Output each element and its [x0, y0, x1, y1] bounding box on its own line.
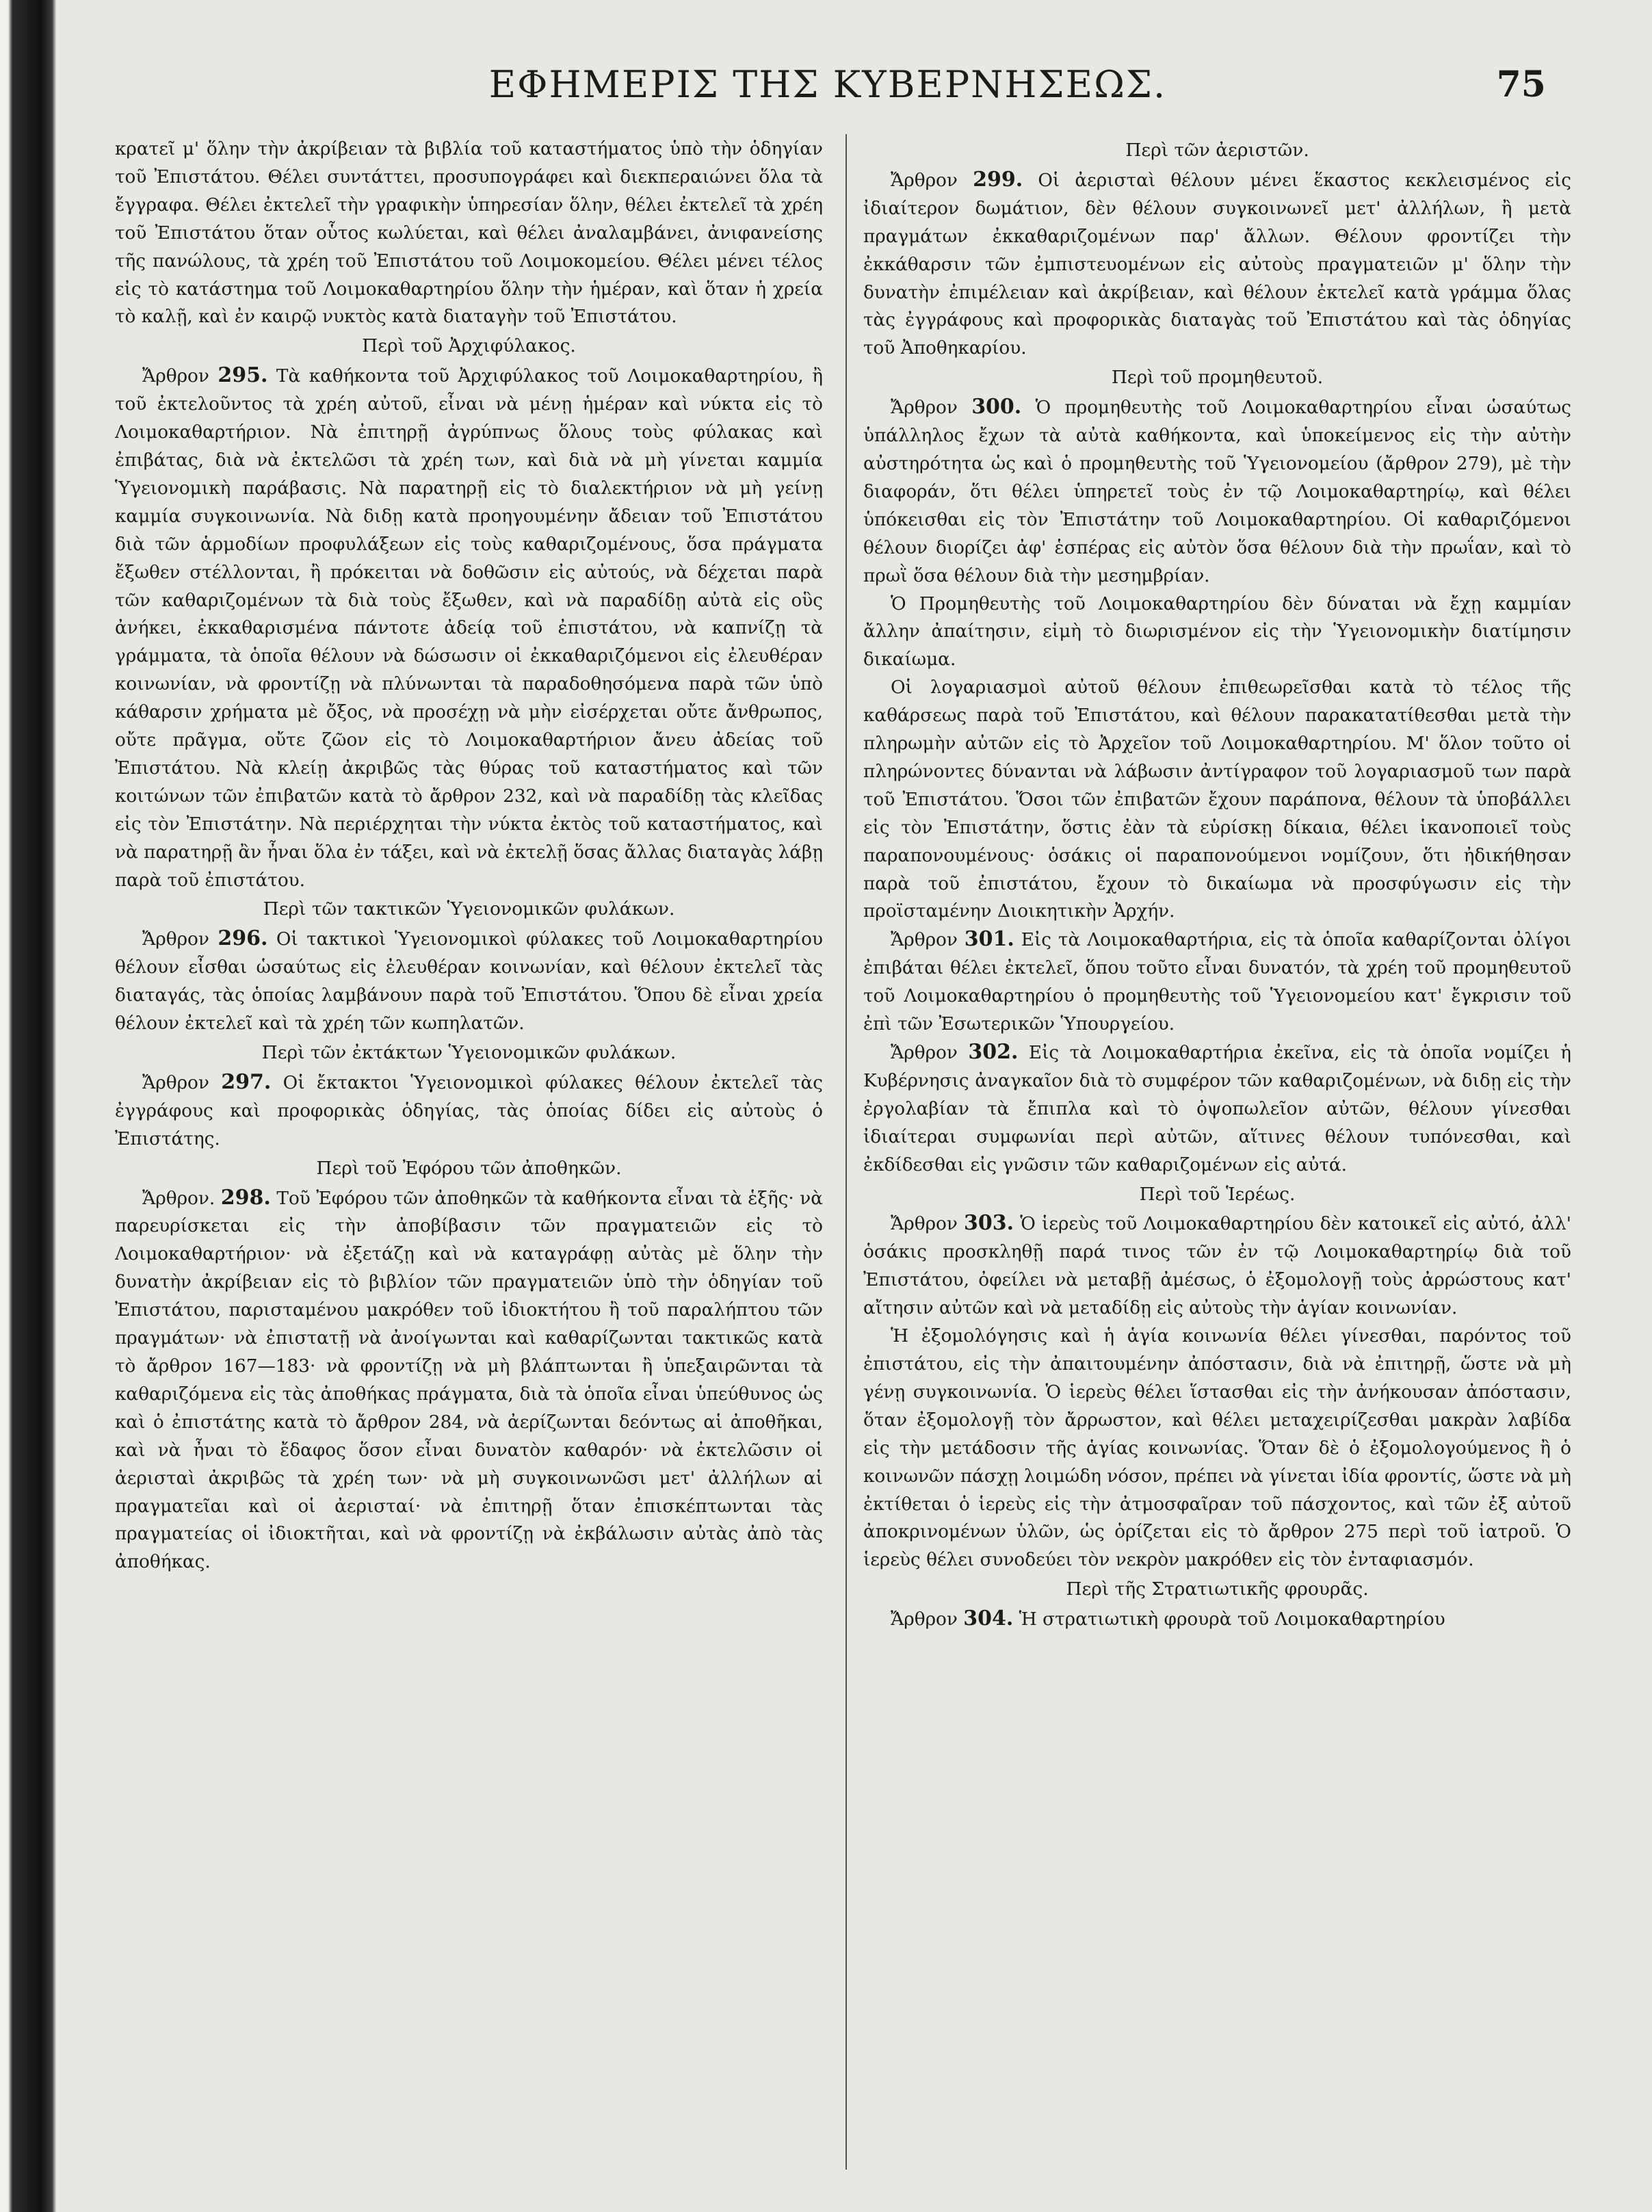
- article-299: [863, 166, 1571, 363]
- article-number: 299.: [973, 167, 1023, 192]
- article-number: 304.: [963, 1606, 1014, 1631]
- section-heading: Περὶ τοῦ Ἐφόρου τῶν ἀποθηκῶν.: [316, 1157, 622, 1179]
- article-number: 301.: [964, 927, 1014, 952]
- article-label: Ἄρθρον: [142, 1072, 209, 1093]
- section-heading: Περὶ τῶν τακτικῶν Ὑγειονομικῶν φυλάκων.: [263, 898, 675, 920]
- section-heading: Περὶ τῶν ἀεριστῶν.: [1125, 140, 1309, 161]
- article-number: 298.: [220, 1185, 271, 1210]
- page-binding-gutter: [0, 0, 56, 2212]
- paragraph: Ἡ ἐξομολόγησις καὶ ἡ ἁγία κοινωνία θέλει γίνεσθαι, παρόντος τοῦ ἐπιστάτου, εἰς τὴν ἀπαιτουμένην ἀπόστασιν, διὰ νὰ ἐπιτηρῇ, ὥστε νὰ μὴ γένῃ συγκοινωνία. Ὁ ἱερεὺς θέλει ἵστασθαι εἰς τὴν ἀνήκουσαν ἀπόστασιν, ὅταν ἐξομολογῇ τὸν ἄρρωστον, καὶ θέλει μεταχειρίζεσθαι μακρὰν λαβίδα εἰς τὴν μετάδοσιν τῆς ἁγίας κοινωνίας. Ὅταν δὲ ὁ ἐξομολογούμενος ἢ ὁ κοινωνῶν πάσχῃ λοιμώδη νόσον, πρέπει νὰ γίνεται ἰδία φροντίς, ὥστε νὰ μὴ ἐκτίθεται ὁ ἱερεὺς εἰς τὴν ἀτμοσφαῖραν τοῦ πάσχοντος, καὶ τῶν ἐξ αὐτοῦ ἀποκρινομένων ὑλῶν, ὡς ὁρίζεται εἰς τὸ ἄρθρον 275 περὶ τοῦ ἰατροῦ. Ὁ ἱερεὺς θέλει συνοδεύει τὸν νεκρὸν μακρόθεν εἰς τὸν ἐνταφιασμόν.: [863, 1326, 1571, 1571]
- article-text: Οἱ ἀερισταὶ θέλουν μένει ἕκαστος κεκλεισμένος εἰς ἰδιαίτερον δωμάτιον, δὲν θέλουν συγκοινωνεῖ μετ' ἀλλήλων, ἢ μετὰ πραγμάτων ἐκκαθαριζομένων παρ' ἄλλων. Θέλουν φροντίζει τὴν ἐκκάθαρσιν τῶν ἐμπιστευομένων εἰς αὐτοὺς πραγματειῶν μ' ὅλην τὴν δυνατὴν ἐπιμέλειαν καὶ ἀκρίβειαν, καὶ θέλουν ἐκτελεῖ κατὰ γράμμα ὅλας τὰς ἐγγράφους καὶ προφορικὰς διαταγὰς τοῦ Ἐπιστάτου καὶ τὰς ὁδηγίας τοῦ Ἀποθηκαρίου.: [863, 170, 1571, 359]
- article-text: Οἱ τακτικοὶ Ὑγειονομικοὶ φύλακες τοῦ Λοιμοκαθαρτηρίου θέλουν εἶσθαι ὡσαύτως εἰς ἐλευθέραν κοινωνίαν, καὶ θέλουν ἐκτελεῖ τὰς διαταγάς, τὰς ὁποίας λαμβάνουν παρὰ τοῦ Ἐπιστάτου. Ὅπου δὲ εἶναι χρεία θέλουν ἐκτελεῖ καὶ τὰ χρέη τῶν κωπηλατῶν.: [115, 929, 823, 1035]
- article-303: [863, 1210, 1571, 1323]
- page-header: [109, 57, 1546, 112]
- article-296: [115, 925, 823, 1038]
- article-label: Ἄρθρον: [891, 398, 958, 419]
- article-label: Ἄρθρον: [142, 929, 209, 950]
- article-number: 303.: [964, 1211, 1014, 1236]
- article-text: Οἱ ἔκτακτοι Ὑγειονομικοὶ φύλακες θέλουν ἐκτελεῖ τὰς ἐγγράφους καὶ προφορικὰς ὁδηγίας, τὰς ὁποίας δίδει εἰς αὐτοὺς ὁ Ἐπιστάτης.: [115, 1072, 823, 1149]
- article-number: 302.: [968, 1040, 1019, 1064]
- article-number: 296.: [218, 926, 268, 951]
- article-text: Ὁ προμηθευτὴς τοῦ Λοιμοκαθαρτηρίου εἶναι ὡσαύτως ὑπάλληλος ἔχων τὰ αὐτὰ καθήκοντα, καὶ ὑποκείμενος εἰς τὴν αὐτὴν αὐστηρότητα ὡς καὶ ὁ προμηθευτὴς τοῦ Ὑγειονομείου (ἄρθρον 279), μὲ τὴν διαφοράν, ὅτι θέλει ὑπηρετεῖ τοὺς ἐν τῷ Λοιμοκαθαρτηρίῳ, καὶ θέλει ὑπόκεισθαι εἰς τὸν Ἐπιστάτην τοῦ Λοιμοκαθαρτηρίου. Οἱ καθαριζόμενοι θέλουν διορίζει ἀφ' ἑσπέρας εἰς αὐτὸν ὅσα θέλουν διὰ τὴν πρωΐαν, καὶ τὸ πρωῒ ὅσα θέλουν διὰ τὴν μεσημβρίαν.: [863, 398, 1571, 586]
- paragraph: Οἱ λογαριασμοὶ αὐτοῦ θέλουν ἐπιθεωρεῖσθαι κατὰ τὸ τέλος τῆς καθάρσεως παρὰ τοῦ Ἐπιστάτου, καὶ θέλουν παρακατατίθεσθαι μετὰ τὴν πληρωμὴν αὐτῶν εἰς τὸ Ἀρχεῖον τοῦ Λοιμοκαθαρτηρίου. Μ' ὅλον τοῦτο οἱ πληρώνοντες δύνανται νὰ λάβωσιν ἀντίγραφον τοῦ λογαριασμοῦ των παρὰ τοῦ Ἐπιστάτου. Ὅσοι τῶν ἐπιβατῶν ἔχουν παράπονα, θέλουν τὰ ὑποβάλλει εἰς τὸν Ἐπιστάτην, ὅστις ἐὰν τὰ εὑρίσκῃ δίκαια, θέλει ἱκανοποιεῖ τοὺς παραπονουμένους· ὁσάκις οἱ παραπονούμενοι νομίζουν, ὅτι ἠδικήθησαν παρὰ τοῦ ἐπιστάτου, ἔχουν τὸ δικαίωμα νὰ προσφύγωσιν εἰς τὴν προϊσταμένην Διοικητικὴν Ἀρχήν.: [863, 677, 1571, 922]
- article-label: Ἄρθρον: [142, 366, 209, 387]
- left-column: [115, 135, 823, 2168]
- article-295: [115, 362, 823, 894]
- section-heading: Περὶ τοῦ προμηθευτοῦ.: [1111, 367, 1324, 389]
- article-label: Ἄρθρον: [891, 170, 958, 191]
- article-text: Τὰ καθήκοντα τοῦ Ἀρχιφύλακος τοῦ Λοιμοκαθαρτηρίου, ἢ τοῦ ἐκτελοῦντος τὰ χρέη αὐτοῦ, εἶναι νὰ μένῃ ἡμέραν καὶ νύκτα εἰς τὸ Λοιμοκαθαρτήριον. Νὰ ἐπιτηρῇ ἀγρύπνως ὅλους τοὺς φύλακας καὶ ἐπιβάτας, διὰ νὰ ἐκτελῶσι τὰ χρέη των, καὶ διὰ νὰ μὴ γίνεται καμμία Ὑγειονομικὴ παράβασις. Νὰ παρατηρῇ εἰς τὸ διαλεκτήριον νὰ μὴ γείνῃ καμμία συγκοινωνία. Νὰ διδῃ κατὰ προηγουμένην ἄδειαν τοῦ Ἐπιστάτου διὰ τῶν ἁρμοδίων προφυλάξεων εἰς τοὺς καθαριζομένους, ὅσα πράγματα ἔξωθεν στέλλονται, ἢ πρόκειται νὰ δοθῶσιν εἰς αὐτούς, νὰ δέχεται παρὰ τῶν καθαριζομένων τὰ διὰ τοὺς ἔξωθεν, καὶ νὰ παραδίδῃ αὐτὰ εἰς οὓς ἀνήκει, ἐκκαθαρισμένα πάντοτε ἀδείᾳ τοῦ ἐπιστάτου, νὰ καπνίζῃ τὰ γράμματα, τὰ ὁποῖα θέλουν νὰ δώσωσιν οἱ ἐκκαθαριζόμενοι εἰς ἐλευθέραν κοινωνίαν, νὰ φροντίζῃ νὰ πλύνωνται τὰ παραδοθησόμενα παρὰ τῶν ὑπὸ κάθαρσιν χρήματα μὲ ὄξος, νὰ προσέχῃ νὰ μὴν εἰσέρχεται οὔτε ἄνθρωπος, οὔτε πρᾶγμα, οὔτε ζῶον εἰς τὸ Λοιμοκαθαρτήριον ἄνευ ἀδείας τοῦ Ἐπιστάτου. Νὰ κλείῃ ἀκριβῶς τὰς θύρας τοῦ καταστήματος καὶ τῶν κοιτώνων τῶν ἐπιβατῶν κατὰ τὸ ἄρθρον 232, καὶ νὰ παραδίδῃ τὰς κλεῖδας εἰς τὸν Ἐπιστάτην. Νὰ περιέρχηται τὴν νύκτα ἐκτὸς τοῦ καταστήματος, καὶ νὰ παρατηρῇ ἂν ἦναι ὅλα ἐν τάξει, καὶ νὰ ἐκτελῇ ὅσας ἄλλας διαταγὰς λάβῃ παρὰ τοῦ ἐπιστάτου.: [115, 366, 823, 891]
- article-text: Εἰς τὰ Λοιμοκαθαρτήρια, εἰς τὰ ὁποῖα καθαρίζονται ὀλίγοι ἐπιβάται θέλει ἐκτελεῖ, ὅπου τοῦτο εἶναι δυνατόν, τὰ χρέη τοῦ προμηθευτοῦ τοῦ Λοιμοκαθαρτηρίου ὁ προμηθευτὴς τοῦ Ὑγειονομείου κατ' ἔγκρισιν τοῦ ἐπὶ τῶν Ἐσωτερικῶν Ὑπουργείου.: [863, 930, 1571, 1035]
- section-heading: Περὶ τῶν ἐκτάκτων Ὑγειονομικῶν φυλάκων.: [261, 1042, 677, 1063]
- article-label: Ἄρθρον: [891, 930, 958, 951]
- page-number: 75: [1496, 64, 1546, 105]
- article-300: [863, 393, 1571, 590]
- article-298: [115, 1184, 823, 1577]
- paragraph: Ὁ Προμηθευτὴς τοῦ Λοιμοκαθαρτηρίου δὲν δύναται νὰ ἔχῃ καμμίαν ἄλλην ἀπαίτησιν, εἰμὴ τὸ διωρισμένον εἰς τὴν Ὑγειονομικὴν διατίμησιν δικαίωμα.: [863, 593, 1571, 671]
- article-label: Ἄρθρον: [891, 1609, 958, 1630]
- article-297: [115, 1069, 823, 1154]
- section-heading: Περὶ τοῦ Ἱερέως.: [1139, 1183, 1296, 1205]
- article-number: 297.: [221, 1069, 272, 1094]
- right-column: [863, 135, 1571, 2168]
- article-number: 295.: [218, 363, 268, 388]
- article-304: [863, 1605, 1571, 1634]
- article-text: Εἰς τὰ Λοιμοκαθαρτήρια ἐκεῖνα, εἰς τὰ ὁποῖα νομίζει ἡ Κυβέρνησις ἀναγκαῖον διὰ τὸ συμφέρον τῶν καθαριζομένων, νὰ διδῃ εἰς τὴν ἐργολαβίαν τὰ ἔπιπλα καὶ τὸ ὀψοπωλεῖον αὐτῶν, θέλουν γίνεσθαι ἰδιαίτεραι συμφωνίαι περὶ αὐτῶν, αἵτινες θέλουν τυπόνεσθαι, καὶ ἐκδίδεσθαι εἰς γνῶσιν τῶν καθαριζομένων εἰς αὐτά.: [863, 1043, 1571, 1175]
- article-text: Ἡ στρατιωτικὴ φρουρὰ τοῦ Λοιμοκαθαρτηρίου: [1019, 1609, 1445, 1630]
- article-label: Ἄρθρον.: [142, 1188, 215, 1209]
- running-title: ΕΦΗΜΕΡΙΣ ΤΗΣ ΚΥΒΕΡΝΗΣΕΩΣ.: [488, 63, 1167, 106]
- article-label: Ἄρθρον: [891, 1043, 958, 1063]
- article-301: [863, 926, 1571, 1039]
- section-heading: Περὶ τοῦ Ἀρχιφύλακος.: [362, 335, 576, 357]
- article-302: [863, 1039, 1571, 1180]
- article-number: 300.: [971, 395, 1022, 419]
- column-divider: [845, 134, 847, 2170]
- paragraph: κρατεῖ μ' ὅλην τὴν ἀκρίβειαν τὰ βιβλία τοῦ καταστήματος ὑπὸ τὴν ὁδηγίαν τοῦ Ἐπιστάτου. Θέλει συντάττει, προσυπογράφει καὶ διεκπεραιώνει ὅλα τὰ ἔγγραφα. Θέλει ἐκτελεῖ τὴν γραφικὴν ὑπηρεσίαν ὅλην, θέλει ἐκτελεῖ τὰ χρέη τοῦ Ἐπιστάτου ὅταν οὗτος κωλύεται, καὶ θέλει ἀναλαμβάνει, ἀνιφανείσης τῆς πανώλους, τὰ χρέη τοῦ Ἐπιστάτου τοῦ Λοιμοκομείου. Θέλει μένει τέλος εἰς τὸ κατάστημα τοῦ Λοιμοκαθαρτηρίου ὅλην τὴν ἡμέραν, καὶ ὅταν ἡ χρεία τὸ καλῇ, καὶ ἐν καιρῷ νυκτὸς κατὰ διαταγὴν τοῦ Ἐπιστάτου.: [115, 139, 823, 328]
- article-label: Ἄρθρον: [891, 1214, 958, 1235]
- article-text: Τοῦ Ἐφόρου τῶν ἀποθηκῶν τὰ καθήκοντα εἶναι τὰ ἑξῆς· νὰ παρευρίσκεται εἰς τὴν ἀποβίβασιν τῶν πραγματειῶν εἰς τὸ Λοιμοκαθαρτήριον· νὰ ἐξετάζῃ καὶ νὰ καταγράφῃ αὐτὰς μὲ ὅλην τὴν δυνατὴν ἀκρίβειαν εἰς τὸ βιβλίον τῶν πραγματειῶν ὑπὸ τὴν ὁδηγίαν τοῦ Ἐπιστάτου, παρισταμένου μακρόθεν τοῦ ἰδιοκτήτου ἢ τοῦ παραλήπτου τῶν πραγμάτων· νὰ ἐπιστατῇ νὰ ἀνοίγωνται καὶ καθαρίζωνται τακτικῶς κατὰ τὸ ἄρθρον 167—183· νὰ φροντίζῃ νὰ μὴ βλάπτωνται ἢ ὑπεξαιρῶνται τὰ καθαριζόμενα εἰς τὰς ἀποθήκας πράγματα, διὰ τὰ ὁποῖα εἶναι ὑπεύθυνος ὡς καὶ ὁ ἐπιστάτης κατὰ τὸ ἄρθρον 284, νὰ ἀερίζωνται δεόντως αἱ ἀποθῆκαι, καὶ νὰ ἦναι τὸ ἔδαφος ὅσον εἶναι δυνατὸν καθαρόν· νὰ ἐκτελῶσιν οἱ ἀερισταὶ ἀκριβῶς τὰ χρέη των· νὰ μὴ συγκοινωνῶσι μετ' ἀλλήλων αἱ πραγματεῖαι καὶ οἱ ἀερισταί· νὰ ἐπιτηρῇ ὅταν ἐπισκέπτωνται τὰς πραγματείας οἱ ἰδιοκτῆται, καὶ νὰ φροντίζῃ νὰ ἐκβάλωσιν αὐτὰς ἀπὸ τὰς ἀποθήκας.: [115, 1188, 823, 1573]
- article-text: Ὁ ἱερεὺς τοῦ Λοιμοκαθαρτηρίου δὲν κατοικεῖ εἰς αὐτό, ἀλλ' ὁσάκις προσκληθῇ παρά τινος τῶν ἐν τῷ Λοιμοκαθαρτηρίῳ διὰ τοῦ Ἐπιστάτου, ὀφείλει νὰ μεταβῇ ἀμέσως, ὁ ἐξομολογῇ τοὺς ἀρρώστους κατ' αἴτησιν αὐτῶν καὶ νὰ μεταδίδῃ εἰς αὐτοὺς τὴν ἁγίαν κοινωνίαν.: [863, 1214, 1571, 1319]
- section-heading: Περὶ τῆς Στρατιωτικῆς φρουρᾶς.: [1066, 1578, 1369, 1600]
